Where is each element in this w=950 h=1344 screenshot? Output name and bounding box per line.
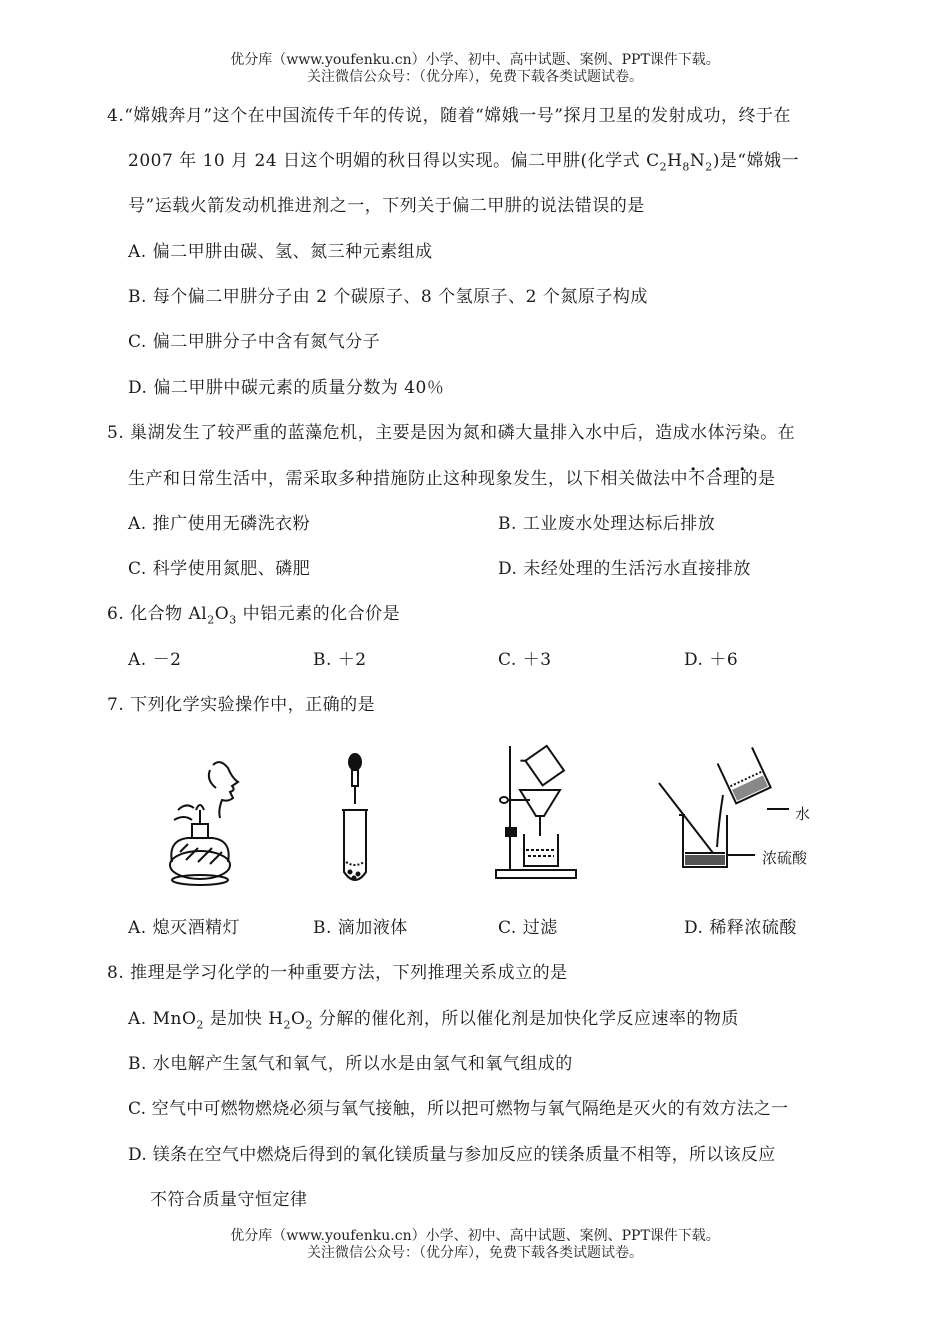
header-line-1: 优分库（www.youfenku.cn）小学、初中、高中试题、案例、PPT课件下载。 bbox=[230, 52, 720, 68]
q5-line2-pre: 生产和日常生活中，需采取多种措施防止这种现象发生，以下相关做法中 bbox=[128, 469, 688, 489]
q8-option-a[interactable] bbox=[128, 1004, 739, 1031]
q4-sub-n: 2 bbox=[705, 160, 713, 174]
q6-option-b[interactable]: B. ＋2 bbox=[313, 650, 367, 670]
figure-filtration bbox=[490, 738, 590, 888]
footer-line-1: 优分库（www.youfenku.cn）小学、初中、高中试题、案例、PPT课件下载。 bbox=[230, 1228, 720, 1244]
q8-a-mid: 是加快 H bbox=[203, 1009, 284, 1029]
q8-option-c[interactable]: C. 空气中可燃物燃烧必须与氧气接触，所以把可燃物与氧气隔绝是灭火的有效方法之一 bbox=[128, 1099, 789, 1119]
q7-option-d[interactable]: D. 稀释浓硫酸 bbox=[684, 918, 797, 938]
q8-a-post: 分解的催化剂，所以催化剂是加快化学反应速率的物质 bbox=[312, 1009, 739, 1029]
q6-option-d[interactable]: D. ＋6 bbox=[684, 650, 739, 670]
q6-sub-al: 2 bbox=[207, 613, 215, 627]
q4-option-d[interactable]: D. 偏二甲肼中碳元素的质量分数为 40％ bbox=[128, 378, 445, 398]
q4-sub-c: 2 bbox=[659, 160, 668, 174]
q4-n: N bbox=[689, 151, 706, 171]
q6-stem-pre: 6. 化合物 Al bbox=[107, 604, 208, 624]
q8-a-sub3: 2 bbox=[305, 1018, 313, 1032]
q4-line2-post: )是“嫦娥一 bbox=[712, 151, 800, 171]
q5-emphasis-text: · · · 不合理 bbox=[688, 469, 741, 489]
q4-option-c[interactable]: C. 偏二甲肼分子中含有氮气分子 bbox=[128, 332, 381, 352]
q8-option-d-line-1[interactable]: D. 镁条在空气中燃烧后得到的氧化镁质量与参加反应的镁条质量不相等，所以该反应 bbox=[128, 1145, 776, 1165]
q7-stem: 7. 下列化学实验操作中，正确的是 bbox=[107, 695, 376, 715]
q8-a-sub1: 2 bbox=[196, 1018, 204, 1032]
q7-option-b[interactable]: B. 滴加液体 bbox=[313, 918, 408, 938]
q5-option-d[interactable]: D. 未经处理的生活污水直接排放 bbox=[498, 559, 751, 579]
header-line-2: 关注微信公众号：（优分库），免费下载各类试题试卷。 bbox=[307, 69, 643, 85]
q4-option-b[interactable]: B. 每个偏二甲肼分子由 2 个碳原子、8 个氢原子、2 个氮原子构成 bbox=[128, 287, 648, 307]
figure-label-water: 水 bbox=[795, 805, 811, 823]
q6-stem bbox=[107, 599, 400, 626]
q6-stem-post: 中铝元素的化合价是 bbox=[236, 604, 401, 624]
q6-option-a[interactable]: A. －2 bbox=[128, 650, 182, 670]
q4-stem-line-1: 4.“嫦娥奔月”这个在中国流传千年的传说，随着“嫦娥一号”探月卫星的发射成功，终于在 bbox=[107, 106, 791, 126]
q6-option-c[interactable]: C. ＋3 bbox=[498, 650, 552, 670]
q5-option-a[interactable]: A. 推广使用无磷洗衣粉 bbox=[128, 514, 311, 534]
q4-h: H bbox=[667, 151, 683, 171]
q5-option-b[interactable]: B. 工业废水处理达标后排放 bbox=[498, 514, 716, 534]
footer-line-2: 关注微信公众号：（优分库），免费下载各类试题试卷。 bbox=[307, 1245, 643, 1261]
q7-option-c[interactable]: C. 过滤 bbox=[498, 918, 558, 938]
q8-a-pre: A. MnO bbox=[128, 1009, 197, 1029]
q8-stem: 8. 推理是学习化学的一种重要方法，下列推理关系成立的是 bbox=[107, 963, 568, 983]
q4-stem-line-3: 号”运载火箭发动机推进剂之一，下列关于偏二甲肼的说法错误的是 bbox=[128, 196, 645, 216]
figure-alcohol-lamp bbox=[158, 740, 258, 890]
q6-o: O bbox=[214, 604, 230, 624]
q5-option-c[interactable]: C. 科学使用氮肥、磷肥 bbox=[128, 559, 311, 579]
q8-a-o: O bbox=[291, 1009, 306, 1029]
q6-sub-o: 3 bbox=[229, 613, 237, 627]
q5-stem-line-2 bbox=[128, 464, 776, 489]
q5-line2-post: 的是 bbox=[740, 469, 776, 489]
figure-dropper-test-tube bbox=[330, 750, 380, 890]
q4-line2-pre: 2007 年 10 月 24 日这个明媚的秋日得以实现。偏二甲肼(化学式 C bbox=[128, 151, 660, 171]
q7-option-a[interactable]: A. 熄灭酒精灯 bbox=[128, 918, 241, 938]
q4-stem-line-2 bbox=[128, 146, 799, 173]
q4-sub-h: 8 bbox=[682, 160, 690, 174]
q5-stem-line-1: 5. 巢湖发生了较严重的蓝藻危机，主要是因为氮和磷大量排入水中后，造成水体污染。在 bbox=[107, 423, 796, 443]
q8-option-d-line-2: 不符合质量守恒定律 bbox=[150, 1190, 308, 1210]
q8-option-b[interactable]: B. 水电解产生氢气和氧气，所以水是由氢气和氧气组成的 bbox=[128, 1054, 573, 1074]
figure-label-acid: 浓硫酸 bbox=[762, 849, 808, 867]
q4-option-a[interactable]: A. 偏二甲肼由碳、氢、氮三种元素组成 bbox=[128, 242, 433, 262]
q8-a-sub2: 2 bbox=[283, 1018, 292, 1032]
